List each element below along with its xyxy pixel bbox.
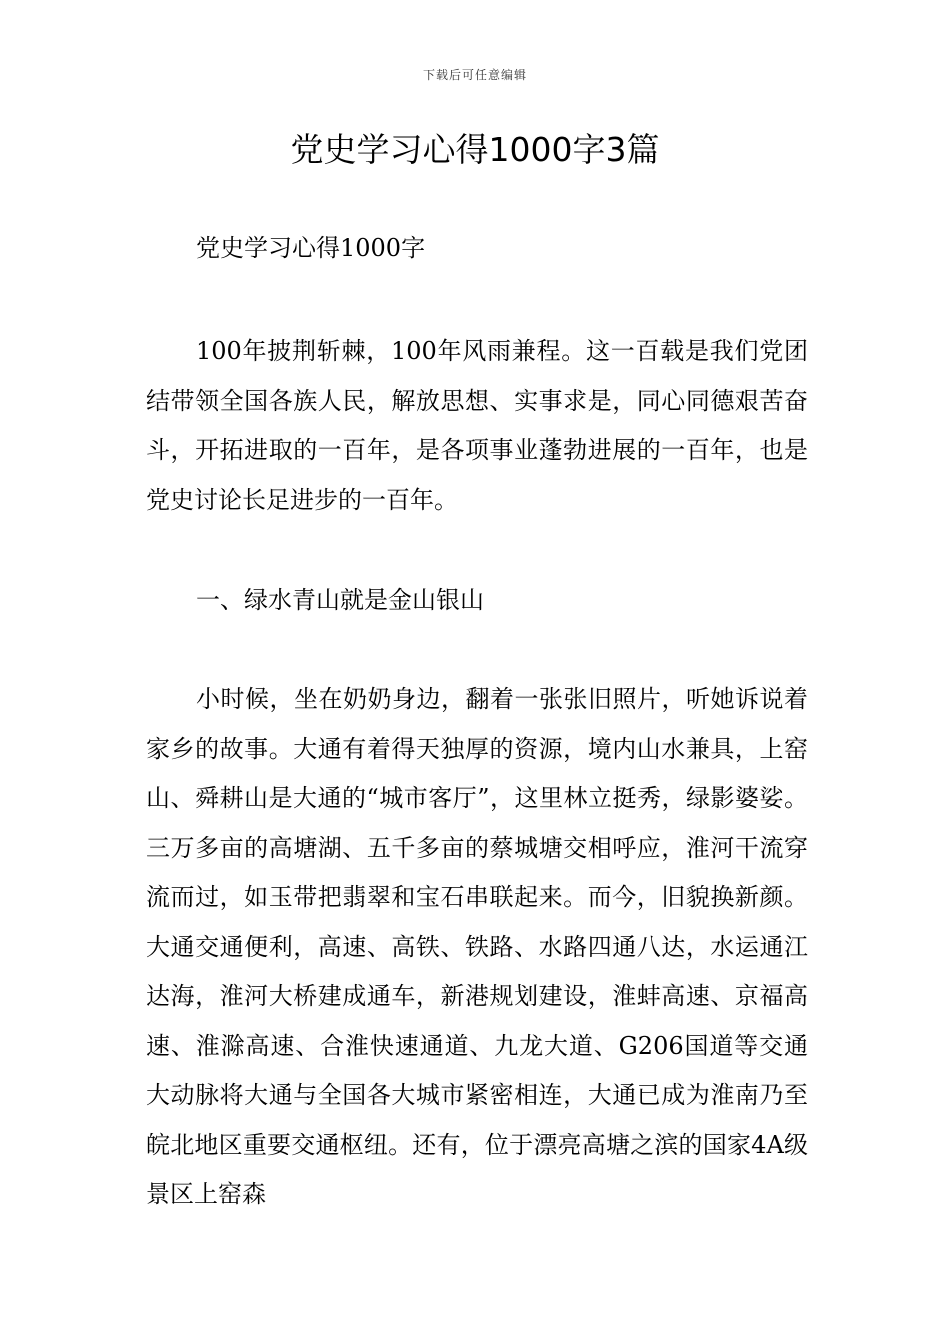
document-title: 党史学习心得1000字3篇	[290, 130, 660, 169]
document-subtitle: 党史学习心得1000字	[196, 234, 426, 262]
page-header-note: 下载后可任意编辑	[422, 68, 527, 82]
section-heading: 一、绿水青山就是金山银山	[196, 586, 484, 614]
paragraph-intro: 100年披荆斩棘，100年风雨兼程。这一百载是我们党团结带领全国各族人民，解放思想、实事求是，同心同德艰苦奋斗，开拓进取的一百年，是各项事业蓬勃进展的一百年，也是党史讨论长足进步的一百年。	[146, 337, 808, 514]
paragraph-body: 小时候，坐在奶奶身边，翻着一张张旧照片，听她诉说着家乡的故事。大通有着得天独厚的资源，境内山水兼具，上窑山、舜耕山是大通的“城市客厅”，这里林立挺秀，绿影婆娑。三万多亩的高塘湖、五千多亩的蔡城塘交相呼应，淮河干流穿流而过，如玉带把翡翠和宝石串联起来。而今，旧貌换新颜。大通交通便利，高速、高铁、铁路、水路四通八达，水运通江达海，淮河大桥建成通车，新港规划建设，淮蚌高速、京福高速、淮滁高速、合淮快速通道、九龙大道、G206国道等交通大动脉将大通与全国各大城市紧密相连，大通已成为淮南乃至皖北地区重要交通枢纽。还有，位于漂亮高塘之滨的国家4A级景区上窑森	[146, 685, 808, 1208]
